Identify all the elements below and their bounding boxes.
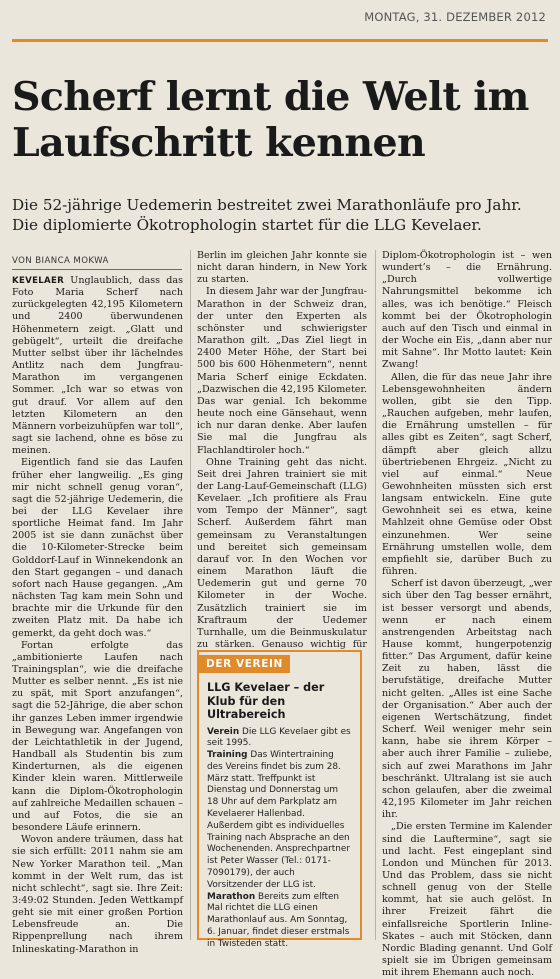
article-paragraph: Diplom-Ökotrophologin ist – wen wundert’s – die Ernährung. „Durch vollwertige Nahrungsmittel bekomme ich alles, was ich benötige.“ Fleisch kommt bei der Ökotrophologin auch auf den Tisch und einmal in der Woche ein Eis, „dann aber nur mit Sahne“. Ihr Motto lautet: Kein Zwang! (382, 250, 552, 371)
byline: VON BIANCA MOKWA (12, 256, 109, 266)
column-divider (375, 250, 376, 940)
byline-divider (12, 269, 182, 270)
article-paragraph: Fortan erfolgte das „ambitionierte Laufen nach Trainingsplan“, wie die dreifache Mutter es selber nennt. „Es ist nie zu spät, mit Sport anzufangen“, sagt die 52-Jährige, die aber schon ihr ganzes Leben immer irgendwie in Bewegung war. Angefangen von der Leichtathletik in der Jugend, Handball als Studentin bis zum Kinderturnen, als die eigenen Kinder klein waren. Mittlerweile kann die Diplom-Ökotrophologin auf zahlreiche Medaillen schauen – und auf Fotos, die sie an besondere Läufe erinnern. (12, 639, 183, 834)
info-box-text: Das Wintertraining des Vereins findet bis zum 28. März statt. Treffpunkt ist Dienstag und Donnerstag um 18 Uhr auf dem Parkplatz am Kevelaerer Hallenbad. Außerdem gibt es individuelles Training nach Absprache an den Wochenenden. Ansprechpartner ist Peter Wasser (Tel.: 0171-7090179), der auch Vorsitzender der LLG ist. (207, 750, 351, 890)
article-paragraph: Wovon andere träumen, dass hat sie sich erfüllt: 2011 nahm sie am New Yorker Marathon teil. „Man kommt in der Welt rum, das ist nicht schlecht“, sagt sie. Ihre Zeit: 3:49:02 Stunden. Jeden Wettkampf geht sie mit einer großen Portion Lebensfreude an. Die Rippenprellung nach ihrem Inlineskating-Marathon in (12, 834, 183, 955)
article-paragraph: Scherf ist davon überzeugt, „wer sich über den Tag besser ernährt, ist besser versorgt und abends, wenn er nach einem anstrengenden Arbeitstag nach Hause kommt, hungerpotenzig fitter.“ Das Argument, dafür keine Zeit zu haben, lässt die berufstätige, dreifache Mutter nicht gelten. „Alles ist eine Sache der Organisation.“ Aber auch der eigenen Wertschätzung, findet Scherf. Weil weniger mehr sein kann, habe sie ihrem Körper – aber auch ihrer Familie – zuliebe, sich auf zwei Marathons im Jahr beschränkt. Ultralang ist sie auch schon gelaufen, aber die zweimal 42,195 Kilometer im Jahr reichen ihr. (382, 578, 552, 821)
info-box (197, 650, 362, 949)
article-paragraph: Berlin im gleichen Jahr konnte sie nicht daran hindern, in New York zu starten. (197, 250, 367, 286)
info-box-term: Training (207, 750, 248, 761)
article-paragraph: Ohne Training geht das nicht. Seit drei Jahren trainiert sie mit der Lang-Lauf-Gemeinschaft (LLG) Kevelaer. „Ich profitiere als Frau vom Tempo der Männer“, sagt Scherf. Außerdem fährt man gemeinsam zu Veranstaltungen und bereitet sich gemeinsam darauf vor. In den Wochen vor einem Marathon läuft die Uedemerin gut und gerne 70 Kilometer in der Woche. Zusätzlich trainiert sie im Kraftraum der Uedemer Turnhalle, um die Beinmuskulatur zu stärken. Genauso wichtig für (197, 456, 367, 650)
article-paragraph: Eigentlich fand sie das Laufen früher eher langweilig. „Es ging mir nicht schnell genug voran“, sagt die 52-jährige Uedemerin, die bei der LLG Kevelaer ihre sportliche Heimat fand. Im Jahr 2005 ist sie dann zunächst über die 10-Kilometer-Strecke beim Golddorf-Lauf in Winnekendonk an den Start gegangen – und danach sofort nach Hause gegangen. „Am nächsten Tag kam mein Sohn und brachte mir die Urkunde für den zweiten Platz mit. Da habe ich gemerkt, da geht doch was.“ (12, 457, 183, 639)
info-box-tab: DER VEREIN (199, 655, 290, 673)
column-divider (190, 250, 191, 940)
article-column-3 (382, 250, 552, 979)
subheadline: Die 52-jährige Uedemerin bestreitet zwei Marathonläufe pro Jahr. Die diplomierte Ökotrophologin startet für die LLG Kevelaer. (12, 196, 522, 234)
info-box-body (207, 727, 352, 951)
article-column-1 (12, 275, 183, 955)
article-paragraph: In diesem Jahr war der Jungfrau-Marathon in der Schweiz dran, der unter den Experten als schönster und schwierigster Marathon gilt. „Das Ziel liegt in 2400 Meter Höhe, der Start bei 500 bis 600 Höhenmetern“, nennt Maria Scherf einige Eckdaten. „Dazwischen die 42,195 Kilometer. Das war genial. Ich bekomme heute noch eine Gänsehaut, wenn ich nur daran denke. Aber laufen Sie mal die Jungfrau als Flachlandtiroler hoch.“ (197, 286, 367, 456)
paragraph-text: Unglaublich, dass das Foto Maria Scherf nach zurückgelegten 42,195 Kilometern und 2400 überwundenen Höhenmetern zeigt. „Glatt und gebügelt“, urteilt die dreifache Mutter selbst über ihr lächelndes Antlitz nach dem Jungfrau-Marathon im vergangenen Sommer. „Ich war so etwas von gut drauf. Vor allem auf den letzten Kilometern an den Männern vorbeizuhüpfen war toll“, sagt sie lachend, ohne es böse zu meinen. (12, 275, 183, 457)
accent-rule (12, 39, 548, 42)
info-box-item (207, 892, 352, 951)
info-box-text: Bereits zum elften Mal richtet die LLG einen Marathonlauf aus. Am Sonntag, 6. Januar, findet dieser erstmals in Twisteden statt. (207, 891, 350, 949)
headline: Scherf lernt die Welt im Laufschritt kennen (12, 74, 529, 166)
info-box-item (207, 750, 352, 892)
article-column-2 (197, 250, 367, 650)
info-box-item (207, 727, 352, 751)
info-box-term: Marathon (207, 891, 256, 902)
article-paragraph (12, 275, 183, 457)
dateline-location: KEVELAER (12, 276, 65, 286)
article-paragraph: „Die ersten Termine im Kalender sind die Lauftermine“, sagt sie und lacht. Fest eingeplant sind London und München für 2013. Und das Problem, dass sie nicht schnell genug von der Stelle kommt, hat sie auch gelöst. In ihrer Freizeit fährt die einfallsreiche Sportlerin Inline-Skates – auch mit Stöcken, dann Nordic Blading genannt. Und Golf spielt sie im Übrigen gemeinsam mit ihrem Ehemann auch noch. (382, 821, 552, 979)
article-paragraph: Allen, die für das neue Jahr ihre Lebensgewohnheiten ändern wollen, gibt sie den Tipp. „Rauchen aufgeben, mehr laufen, die Ernährung umstellen – für alles gibt es Zeiten“, sagt Scherf, dämpft aber gleich allzu übertriebenen Ehrgeiz. „Nicht zu viel auf einmal.“ Neue Gewohnheiten müssten sich erst langsam entwickeln. Eine gute Gewohnheit sei es etwa, keine Mahlzeit ohne Gemüse oder Obst einzunehmen. Wer seine Ernährung umstellen wolle, dem empfiehlt sie, darüber Buch zu führen. (382, 371, 552, 578)
info-box-term: Verein (207, 726, 240, 737)
info-box-text: Die LLG Kevelaer gibt es seit 1995. (207, 726, 351, 749)
date-line: MONTAG, 31. DEZEMBER 2012 (364, 10, 546, 24)
info-box-title: LLG Kevelaer – der Klub für den Ultrabereich (207, 681, 325, 721)
